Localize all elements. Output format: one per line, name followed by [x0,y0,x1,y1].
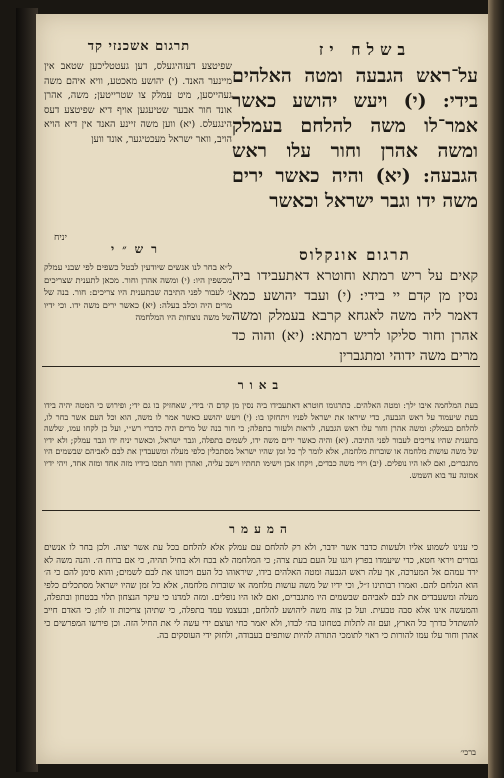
rashi-text: ל״א בחר לנו אנשים שיודעין לבטל כשפים לפי שבני עמלק מכשפין היו: (י) ומשה אהרן וחור. מכאן לתענית שצריכים ג׳ לעבור לפני התיבה שבתענית היו צריכים: חור. בנה של מרים היה וכלב בעלה: (יא) כאשר ירים משה ידו. וכי ידיו של משה נוצחות היו המלחמה [44,263,232,323]
german-translation-column [44,60,232,147]
german-translation-header: תרגום אשכנזי קד [87,39,191,54]
page-edge [488,0,504,778]
biur-text: בעת המלחמה איבו ילך: ומטה האלהים. כתרגומו חוטרא דאתעבידו ביה נסין מן קדם ה׳ בידי, שאחזיק בו גם ידי; ופירוש כי המטה יהיה בידו בעת שיעמוד על ראש הגבעה, כדי שיראו את ישראל לפניו ויתחזקו בו: (י) ויעש יהושע כאשר אמר לו משה, הוא וכל העם אשר בחר לו, להלחם בעמלק: ומשה אהרן וחור עלו ראש הגבעה, לראות ולעזור בתפלה; כי חור בנה של מרים היה כדברי רש״י, ועל כן לקחו עמו, שלשה בתענית שהיו צריכים לעבור לפני התיבה. (יא) והיה כאשר ירים משה ידו, לשמים בתפלה, וגבר ישראל, וכאשר יניח ידו וגבר עמלק; ולא ידיו של משה עושות מלחמה או שוברות מלחמה, אלא לומר לך כל זמן שהיו ישראל מסתכלין כלפי מעלה ומשעבדין את לבם לאביהם שבשמים היו מתגברים, ואם לאו היו נופלים. (יב) וידי משה כבדים, ויקחו אבן וישימו תחתיו וישב עליה, ואהרן וחור תמכו בידיו מזה אחד ומזה אחד, ויהי ידיו אמונה עד בוא השמש. [44,401,478,480]
meamar-title: המעמר [229,522,293,536]
onkelos-text: קאים על ריש רמתא וחוטרא דאתעבידו ביה נסין מן קדם יי בידי: (י) ועבד יהושע כמא דאמר ליה משה לאגחא קרבא בעמלק ומשה אהרן וחור סליקו לריש רמתא: (יא) והוה כד מרים משה ידוהי ומתגברין [232,268,478,364]
section-divider-top [42,366,480,367]
biur-title: באור [237,378,285,392]
parsha-header: בשלח יז [318,40,412,59]
german-translation-text: שפיטצע דעזהיגעלס, דען געטטליכען שטאב אין מיינער האנד. (י) יהושע מאכטע, וויא איהם משה געהייסען, מיט עמלק צו שטרייטען; משה, אהרן אונד חור אבער שטיעגען אויף דיא שפיטצע דעס הינגעלס. (יא) ווען משה זיינע האנד אין דיא הויא הויב, וואר ישראל מעכטיגער, אונד ווען [44,61,232,145]
book-spine [16,8,38,772]
book-page [36,14,488,764]
corner-mark: ברכי׳ [460,748,476,757]
catchword: יניח [54,233,67,243]
meamar-text: כי ענינו לשמוע אליו ולעשות כדבר אשר ידבר, ולא רק להלחם עם עמלק אלא להלחם בכל עת אשר יצוה. ולכן בחר לו אנשים גבורים ויראי חטא, כדי שיעמדו בפרץ ויגנו על העם בעת צרה; כי המלחמה לא בכח ולא בחיל תהיה, כי אם ברוח ה׳. והנה משה לא ירד עמהם אל המערכה, אך עלה ראש הגבעה ומטה האלהים בידו, שיראוהו כל העם ויכוונו את לבם לשמים; והוא סימן להם כי ה׳ הוא הנלחם להם. ואמרו רבותינו ז״ל, וכי ידיו של משה עושות מלחמה או שוברות מלחמה, אלא כל זמן שהיו ישראל מסתכלים כלפי מעלה ומשעבדים את לבם לאביהם שבשמים היו מתגברים, ואם לאו היו נופלים. ומזה למדנו כי עיקר הנצחון תלוי בבטחון ובתפלה, והמעשה אינו אלא סבה טבעית. ועל כן צוה משה ליהושע להלחם, ובעצמו עמד בתפלה, כי שתיהן צריכות זו לזו; כי האדם חייב להשתדל כדרך כל הארץ, ועם זה לתלות בטחונו בה׳ לבדו, ולא יאמר כחי ועוצם ידי עשה לי את החיל הזה. וכן פירשו המפרשים כי אהרן וחור עלו עמו להורות כי ראוי לתומכי התורה להיות שותפים בעבודה, ולחזק ידי העוסקים בה. [44,543,478,642]
onkelos-title: תרגום אונקלוס [299,246,411,264]
rashi-title: רש״י [110,242,166,256]
torah-text: על־ראש הגבעה ומטה האלהים בידי: (י) ויעש יהושע כאשר אמר־לו משה להלחם בעמלק ומשה אהרן וחור עלו ראש הגבעה: (יא) והיה כאשר ירים משה ידו וגבר ישראל וכאשר [232,65,478,212]
section-divider-middle [42,510,480,511]
torah-column [232,64,478,214]
